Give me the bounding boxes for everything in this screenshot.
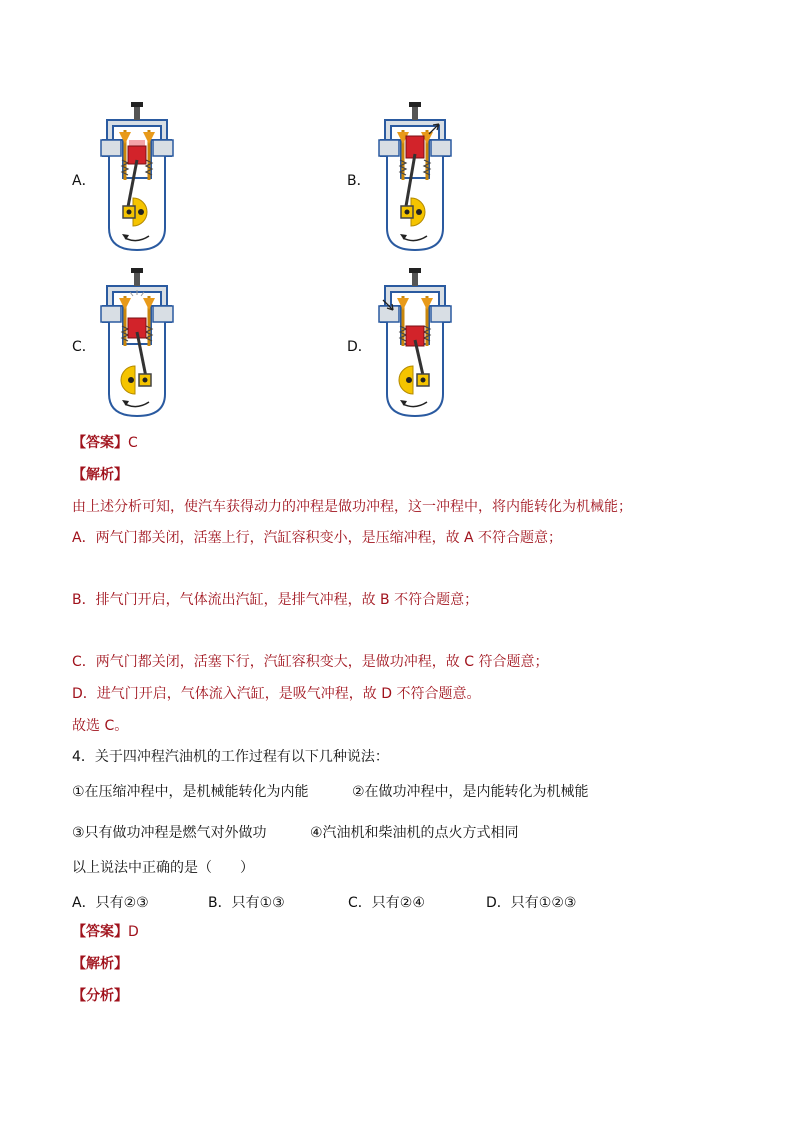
choice-d: D．只有①②③: [486, 895, 577, 911]
analysis-line-2: [72, 954, 128, 974]
statement-3: ③只有做功冲程是燃气对外做功: [72, 825, 267, 841]
statement-2: ②在做功冲程中，是内能转化为机械能: [352, 784, 589, 800]
engine-diagram-d: [370, 266, 460, 421]
explain-b: B．排气门开启，气体流出汽缸，是排气冲程，故 B 不符合题意；: [72, 592, 479, 608]
engine-diagram-b: [370, 100, 460, 255]
explain-a: A．两气门都关闭，活塞上行，汽缸容积变小，是压缩冲程，故 A 不符合题意；: [72, 530, 563, 546]
answer-label: 【答案】: [72, 435, 128, 451]
option-label-b: B．: [347, 173, 371, 189]
fenxi-label: 【分析】: [72, 988, 128, 1004]
statement-4: ④汽油机和柴油机的点火方式相同: [310, 825, 519, 841]
analysis-line-1: [72, 465, 128, 485]
answer-label-2: 【答案】: [72, 924, 128, 940]
choice-b: B．只有①③: [208, 895, 285, 911]
answer-value-2: D: [128, 924, 139, 940]
fenxi-line: [72, 986, 128, 1006]
answer-line-1: [72, 433, 138, 453]
explain-c: C．两气门都关闭，活塞下行，汽缸容积变大，是做功冲程，故 C 符合题意；: [72, 654, 549, 670]
explain-conclusion: 故选 C。: [72, 718, 129, 734]
choice-c: C．只有②④: [348, 895, 425, 911]
analysis-label-2: 【解析】: [72, 956, 128, 972]
option-label-a: A．: [72, 173, 96, 189]
statement-1: ①在压缩冲程中，是机械能转化为内能: [72, 784, 309, 800]
answer-value: C: [128, 435, 138, 451]
answer-line-2: [72, 922, 139, 942]
choice-a: A．只有②③: [72, 895, 149, 911]
engine-diagram-c: [92, 266, 182, 421]
explain-intro: 由上述分析可知，使汽车获得动力的冲程是做功冲程，这一冲程中，将内能转化为机械能；: [72, 499, 632, 515]
option-label-c: C．: [72, 339, 96, 355]
explain-d: D．进气门开启，气体流入汽缸，是吸气冲程，故 D 不符合题意。: [72, 686, 481, 702]
question-4-stem: 4．关于四冲程汽油机的工作过程有以下几种说法：: [72, 749, 389, 765]
analysis-label: 【解析】: [72, 467, 128, 483]
engine-diagram-a: [92, 100, 182, 255]
option-label-d: D．: [347, 339, 372, 355]
question-4-prompt: 以上说法中正确的是（ ）: [72, 860, 254, 876]
